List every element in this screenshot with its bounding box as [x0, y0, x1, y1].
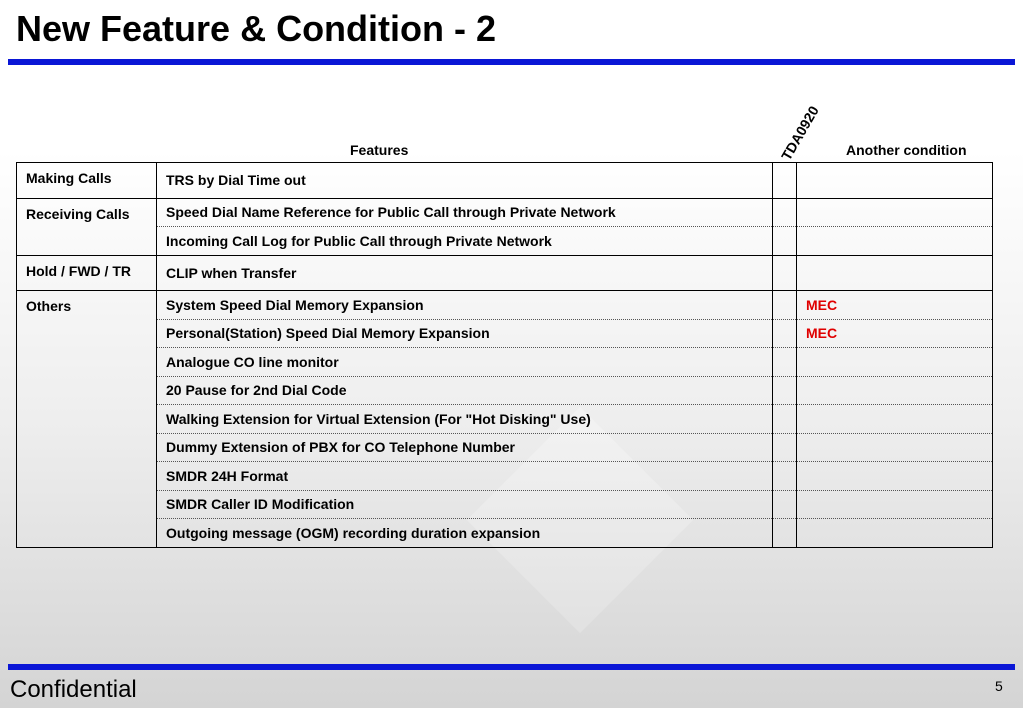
condition-cell — [797, 405, 993, 434]
feature-cell: Dummy Extension of PBX for CO Telephone Number — [157, 433, 773, 462]
model-check-cell — [773, 490, 797, 519]
another-condition-header: Another condition — [846, 142, 967, 158]
model-check-cell — [773, 198, 797, 227]
condition-cell — [797, 227, 993, 256]
condition-cell — [797, 198, 993, 227]
table-row — [17, 490, 993, 519]
model-check-cell — [773, 291, 797, 320]
condition-cell — [797, 255, 993, 291]
feature-cell: Personal(Station) Speed Dial Memory Expansion — [157, 319, 773, 348]
table-row — [17, 405, 993, 434]
model-check-cell — [773, 227, 797, 256]
feature-cell: CLIP when Transfer — [157, 255, 773, 291]
confidential-label: Confidential — [10, 676, 137, 703]
condition-cell — [797, 433, 993, 462]
footer-rule — [8, 664, 1015, 670]
table-row — [17, 198, 993, 227]
condition-cell — [797, 376, 993, 405]
table-row — [17, 519, 993, 548]
category-cell: Others — [17, 291, 157, 548]
feature-cell: Speed Dial Name Reference for Public Call through Private Network — [157, 198, 773, 227]
table-row — [17, 376, 993, 405]
table-row — [17, 291, 993, 320]
condition-cell — [797, 163, 993, 199]
condition-cell — [797, 519, 993, 548]
feature-table — [16, 162, 993, 548]
page-number: 5 — [995, 678, 1003, 694]
category-cell: Receiving Calls — [17, 198, 157, 255]
feature-cell: Analogue CO line monitor — [157, 348, 773, 377]
model-check-cell — [773, 433, 797, 462]
model-header: TDA0920 — [778, 103, 822, 163]
feature-cell: System Speed Dial Memory Expansion — [157, 291, 773, 320]
condition-cell — [797, 462, 993, 491]
condition-cell — [797, 490, 993, 519]
model-check-cell — [773, 255, 797, 291]
feature-cell: TRS by Dial Time out — [157, 163, 773, 199]
model-check-cell — [773, 405, 797, 434]
table-row — [17, 163, 993, 199]
table-row — [17, 227, 993, 256]
model-check-cell — [773, 319, 797, 348]
title-underline — [8, 59, 1015, 65]
model-check-cell — [773, 519, 797, 548]
table-row — [17, 433, 993, 462]
category-cell: Hold / FWD / TR — [17, 255, 157, 291]
model-check-cell — [773, 462, 797, 491]
feature-cell: SMDR 24H Format — [157, 462, 773, 491]
page-title: New Feature & Condition - 2 — [16, 8, 497, 49]
feature-cell: SMDR Caller ID Modification — [157, 490, 773, 519]
table-row — [17, 319, 993, 348]
model-check-cell — [773, 348, 797, 377]
model-check-cell — [773, 163, 797, 199]
table-row — [17, 348, 993, 377]
condition-cell — [797, 348, 993, 377]
features-header: Features — [350, 142, 409, 158]
feature-cell: Incoming Call Log for Public Call through Private Network — [157, 227, 773, 256]
feature-cell: 20 Pause for 2nd Dial Code — [157, 376, 773, 405]
table-row — [17, 255, 993, 291]
condition-cell: MEC — [797, 319, 993, 348]
feature-cell: Outgoing message (OGM) recording duration expansion — [157, 519, 773, 548]
feature-cell: Walking Extension for Virtual Extension (For "Hot Disking" Use) — [157, 405, 773, 434]
condition-cell: MEC — [797, 291, 993, 320]
table-row — [17, 462, 993, 491]
category-cell: Making Calls — [17, 163, 157, 199]
model-check-cell — [773, 376, 797, 405]
